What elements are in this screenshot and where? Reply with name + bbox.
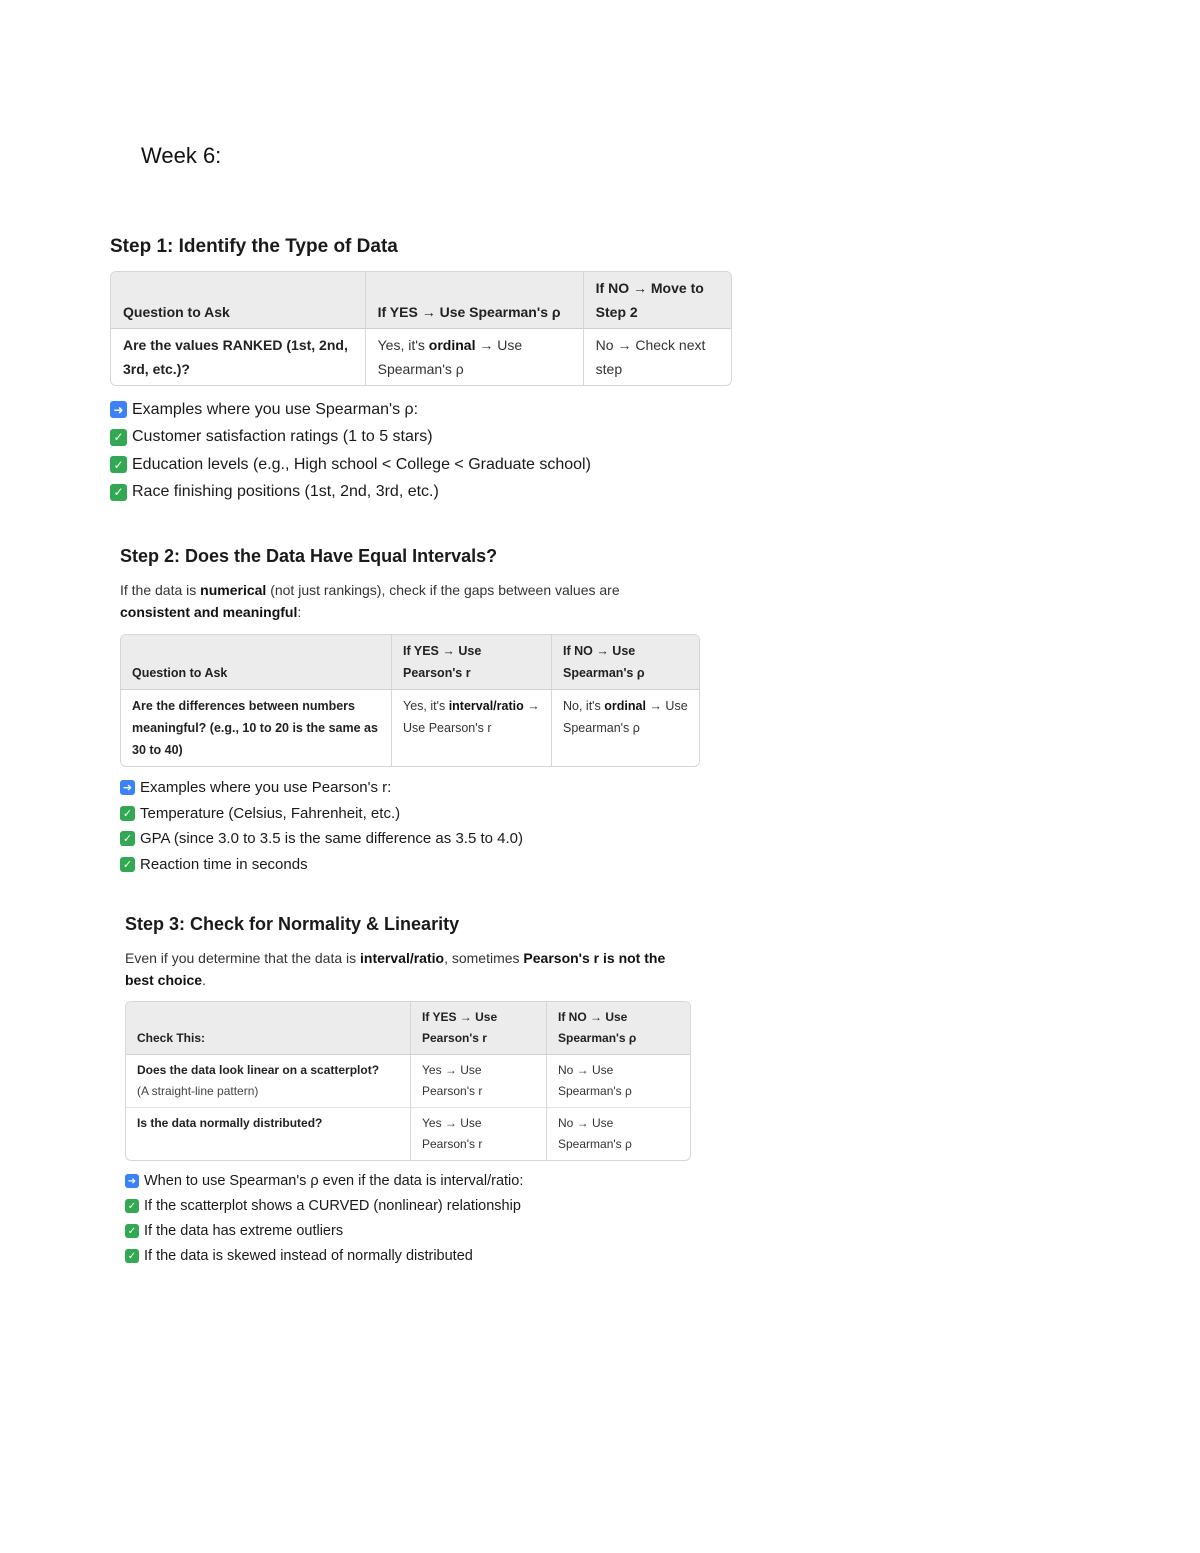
arrow-right-icon: ➜	[120, 780, 135, 795]
step-2-examples	[120, 775, 720, 877]
list-item: ➜ When to use Spearman's ρ even if the data is interval/ratio:	[125, 1169, 725, 1194]
check-mark-icon: ✓	[125, 1199, 139, 1213]
list-item: ✓ If the scatterplot shows a CURVED (nonlinear) relationship	[125, 1194, 725, 1219]
step-3-table	[125, 1001, 691, 1161]
table-header: If YES → Use Pearson's r	[392, 635, 552, 690]
list-item: ✓ Race finishing positions (1st, 2nd, 3rd, etc.)	[110, 479, 750, 507]
list-item: ✓ If the data has extreme outliers	[125, 1219, 725, 1244]
table-header: If NO → Move to Step 2	[584, 272, 731, 329]
check-mark-icon: ✓	[110, 429, 127, 446]
step-2-table	[120, 634, 700, 767]
list-item: ➜ Examples where you use Spearman's ρ:	[110, 396, 750, 424]
page-title: Week 6:	[141, 143, 222, 168]
table-cell: Are the values RANKED (1st, 2nd, 3rd, etc.)?	[111, 329, 366, 385]
table-cell: Yes → Use Pearson's r	[411, 1107, 547, 1160]
table-cell: Yes → Use Pearson's r	[411, 1055, 547, 1107]
table-cell: No, it's ordinal → Use Spearman's ρ	[563, 698, 688, 735]
list-item: ✓ If the data is skewed instead of normally distributed	[125, 1244, 725, 1269]
table-header: If YES → Use Spearman's ρ	[366, 272, 584, 329]
step-1-section	[110, 236, 750, 506]
step-2-section	[120, 546, 720, 877]
table-cell: No → Check next step	[595, 337, 706, 377]
table-cell: No → Use Spearman's ρ	[547, 1107, 690, 1160]
check-mark-icon: ✓	[125, 1249, 139, 1263]
step-1-examples	[110, 396, 750, 506]
arrow-right-icon: ➜	[110, 401, 127, 418]
list-item: ✓ Education levels (e.g., High school < College < Graduate school)	[110, 451, 750, 479]
table-row	[111, 329, 731, 385]
table-header: Check This:	[126, 1002, 411, 1055]
table-header: If YES → Use Pearson's r	[411, 1002, 547, 1055]
table-row	[126, 1107, 690, 1160]
step-1-table	[110, 271, 732, 386]
check-mark-icon: ✓	[125, 1224, 139, 1238]
step-3-section	[125, 914, 725, 1269]
check-mark-icon: ✓	[120, 857, 135, 872]
step-3-heading: Step 3: Check for Normality & Linearity	[125, 914, 460, 934]
table-cell: Are the differences between numbers meaningful? (e.g., 10 to 20 is the same as 30 to 40)	[121, 690, 392, 766]
list-item: ✓ Temperature (Celsius, Fahrenheit, etc.)	[120, 800, 720, 826]
list-item: ✓ GPA (since 3.0 to 3.5 is the same difference as 3.5 to 4.0)	[120, 826, 720, 852]
table-cell: Yes, it's interval/ratio → Use Pearson's r	[392, 690, 552, 766]
table-header: If NO → Use Spearman's ρ	[547, 1002, 690, 1055]
check-mark-icon: ✓	[110, 484, 127, 501]
table-header: Question to Ask	[111, 272, 366, 329]
check-mark-icon: ✓	[120, 831, 135, 846]
step-2-intro: If the data is numerical (not just rankings), check if the gaps between values are consistent and meaningful:	[120, 582, 620, 621]
step-3-examples	[125, 1169, 725, 1269]
table-header: Question to Ask	[121, 635, 392, 690]
list-item: ✓ Reaction time in seconds	[120, 851, 720, 877]
check-mark-icon: ✓	[120, 806, 135, 821]
table-cell: Does the data look linear on a scatterplot? (A straight-line pattern)	[126, 1055, 411, 1107]
table-header: If NO → Use Spearman's ρ	[552, 635, 699, 690]
step-2-heading: Step 2: Does the Data Have Equal Intervals?	[120, 546, 498, 566]
table-row	[126, 1055, 690, 1107]
table-row	[121, 690, 699, 766]
step-3-intro: Even if you determine that the data is interval/ratio, sometimes Pearson's r is not the best choice.	[125, 950, 666, 989]
check-mark-icon: ✓	[110, 456, 127, 473]
table-cell: No → Use Spearman's ρ	[558, 1062, 632, 1098]
arrow-right-icon: ➜	[125, 1174, 139, 1188]
step-1-heading: Step 1: Identify the Type of Data	[110, 236, 398, 257]
list-item: ✓ Customer satisfaction ratings (1 to 5 stars)	[110, 424, 750, 452]
list-item: ➜ Examples where you use Pearson's r:	[120, 775, 720, 801]
table-cell: Yes, it's ordinal → Use Spearman's ρ	[366, 329, 584, 385]
table-cell: Is the data normally distributed?	[126, 1107, 411, 1160]
